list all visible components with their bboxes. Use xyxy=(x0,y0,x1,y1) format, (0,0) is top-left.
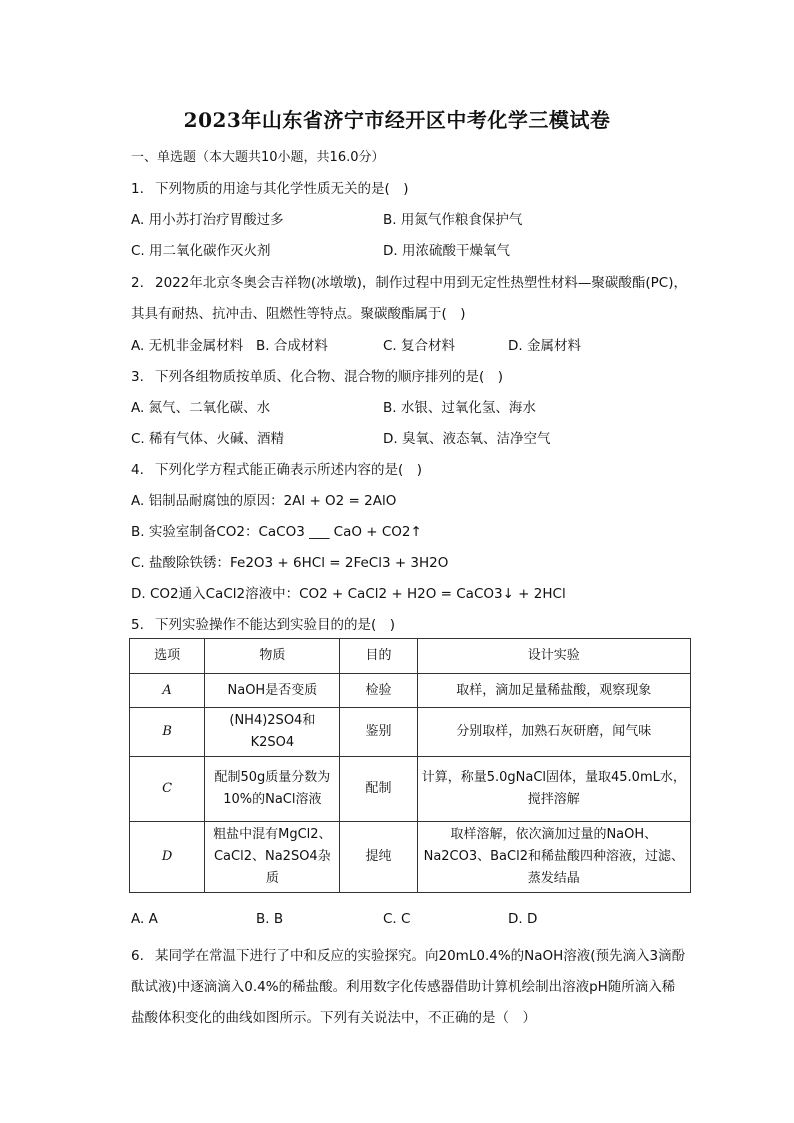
q5-option-c: C. C xyxy=(383,911,411,927)
q5-option-a: A. A xyxy=(131,911,158,927)
question-5 xyxy=(131,613,395,633)
q5-option-b: B. B xyxy=(256,911,284,927)
question-number: 4. xyxy=(131,462,144,478)
section-heading: 一、单选题（本大题共10小题，共16.0分） xyxy=(131,150,385,165)
table-row xyxy=(130,708,691,757)
question-number: 3. xyxy=(131,369,144,385)
question-stem-line-1: 2022年北京冬奥会吉祥物(冰墩墩)，制作过程中用到无定性热塑性材料—聚碳酸酯(PC)， xyxy=(155,275,687,291)
table-header: 选项 xyxy=(130,639,205,674)
table-header: 目的 xyxy=(340,639,417,674)
table-row xyxy=(130,822,691,893)
q3-option-a: A. 氮气、二氧化碳、水 xyxy=(131,400,271,416)
table-header-row xyxy=(130,639,691,674)
exam-title: 2023年山东省济宁市经开区中考化学三模试卷 xyxy=(183,108,611,132)
question-stem: 下列化学方程式能正确表示所述内容的是( ) xyxy=(155,462,423,478)
q2-option-c: C. 复合材料 xyxy=(383,338,456,354)
q4-option-c: C. 盐酸除铁锈：Fe2O3 + 6HCl = 2FeCl3 + 3H2O xyxy=(131,555,449,571)
question-6 xyxy=(131,944,685,964)
q3-option-c: C. 稀有气体、火碱、酒精 xyxy=(131,431,285,447)
table-cell: A xyxy=(130,674,205,708)
q1-option-d: D. 用浓硫酸干燥氧气 xyxy=(383,243,510,259)
table-row xyxy=(130,674,691,708)
table-cell: 取样，滴加足量稀盐酸，观察现象 xyxy=(417,674,690,708)
q1-option-a: A. 用小苏打治疗胃酸过多 xyxy=(131,212,284,228)
table-cell: NaOH是否变质 xyxy=(205,674,340,708)
question-6-line-2: 酞试液)中逐滴滴入0.4%的稀盐酸。利用数字化传感器借助计算机绘制出溶液pH随所滴入稀 xyxy=(131,979,676,995)
question-number: 6. xyxy=(131,948,144,964)
table-cell: 计算，称量5.0gNaCl固体，量取45.0mL水，搅拌溶解 xyxy=(417,757,690,822)
question-4 xyxy=(131,458,422,478)
q2-option-d: D. 金属材料 xyxy=(508,338,581,354)
question-number: 1. xyxy=(131,181,144,197)
q2-option-a: A. 无机非金属材料 xyxy=(131,338,244,354)
question-number: 5. xyxy=(131,617,144,633)
table-cell: C xyxy=(130,757,205,822)
table-cell: 提纯 xyxy=(340,822,417,893)
table-cell: D xyxy=(130,822,205,893)
q5-option-d: D. D xyxy=(508,911,538,927)
q3-option-b: B. 水银、过氧化氢、海水 xyxy=(383,400,536,416)
question-1 xyxy=(131,177,409,197)
experiment-table xyxy=(129,638,691,893)
table-row xyxy=(130,757,691,822)
table-cell: 配制 xyxy=(340,757,417,822)
question-stem: 下列实验操作不能达到实验目的的是( ) xyxy=(155,617,396,633)
q4-option-d: D. CO2通入CaCl2溶液中：CO2 + CaCl2 + H2O = CaCO3↓ + 2HCl xyxy=(131,586,566,602)
table-cell: 分别取样，加熟石灰研磨，闻气味 xyxy=(417,708,690,757)
table-cell: 检验 xyxy=(340,674,417,708)
question-3 xyxy=(131,365,503,385)
q3-option-d: D. 臭氧、液态氧、洁净空气 xyxy=(383,431,551,447)
q4-option-b: B. 实验室制备CO2：CaCO3 ___ CaO + CO2↑ xyxy=(131,524,422,540)
question-2-line-2: 其具有耐热、抗冲击、阻燃性等特点。聚碳酸酯属于( ) xyxy=(131,306,466,322)
table-cell: (NH4)2SO4和K2SO4 xyxy=(205,708,340,757)
q2-option-b: B. 合成材料 xyxy=(256,338,328,354)
table-cell: 鉴别 xyxy=(340,708,417,757)
table-cell: 粗盐中混有MgCl2、CaCl2、Na2SO4杂质 xyxy=(205,822,340,893)
q1-option-c: C. 用二氧化碳作灭火剂 xyxy=(131,243,271,259)
table-header: 设计实验 xyxy=(417,639,690,674)
table-header: 物质 xyxy=(205,639,340,674)
question-number: 2. xyxy=(131,275,144,291)
q1-option-b: B. 用氮气作粮食保护气 xyxy=(383,212,523,228)
table-cell: 配制50g质量分数为10%的NaCl溶液 xyxy=(205,757,340,822)
table-cell: 取样溶解，依次滴加过量的NaOH、Na2CO3、BaCl2和稀盐酸四种溶液，过滤、蒸发结晶 xyxy=(417,822,690,893)
question-stem: 下列各组物质按单质、化合物、混合物的顺序排列的是( ) xyxy=(155,369,504,385)
question-stem: 下列物质的用途与其化学性质无关的是( ) xyxy=(155,181,409,197)
question-6-line-3: 盐酸体积变化的曲线如图所示。下列有关说法中，不正确的是（ ） xyxy=(131,1010,536,1026)
question-2 xyxy=(131,271,687,291)
question-stem-line-1: 某同学在常温下进行了中和反应的实验探究。向20mL0.4%的NaOH溶液(预先滴入3滴酚 xyxy=(155,948,686,964)
q4-option-a: A. 铝制品耐腐蚀的原因：2Al + O2 = 2AlO xyxy=(131,493,397,509)
table-cell: B xyxy=(130,708,205,757)
